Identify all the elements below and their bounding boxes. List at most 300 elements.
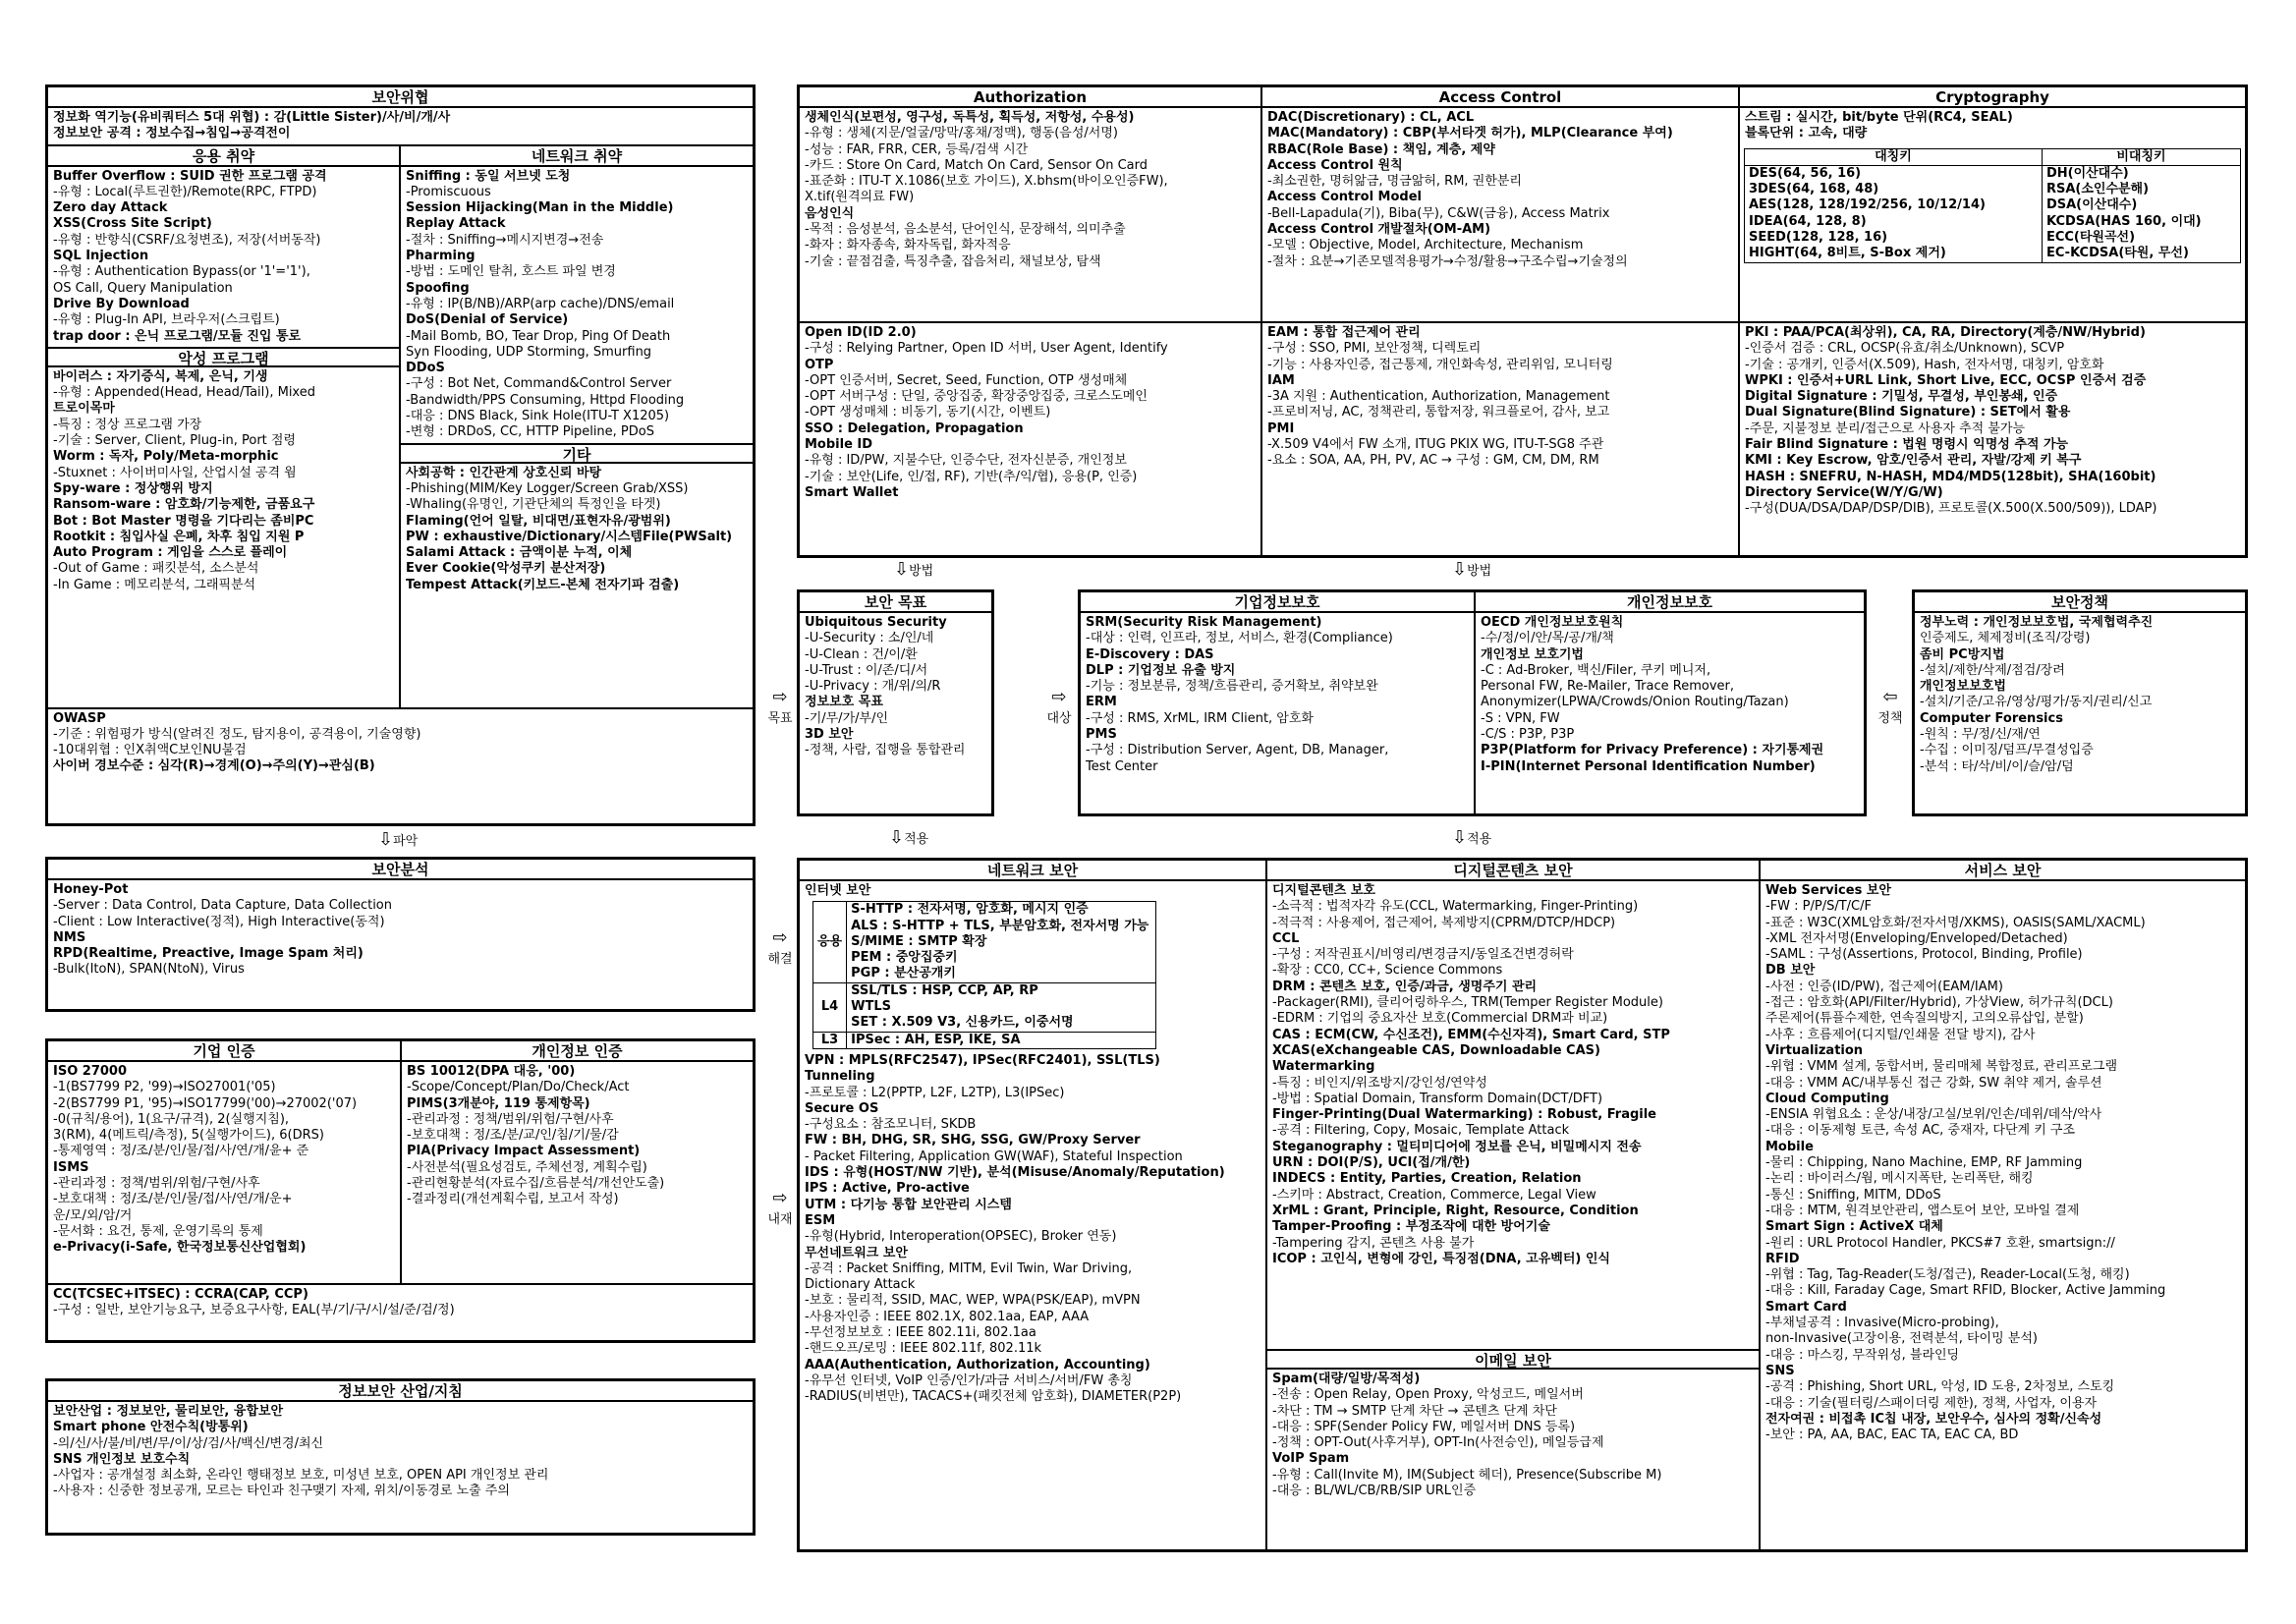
text-line: -유무선 인터넷, VoIP 인증/인가/과금 서비스/서버/FW 총칭 [805, 1372, 1133, 1388]
text-line: -Tampering 감지, 콘텐츠 사용 불가 [1272, 1235, 1475, 1251]
text-line: DH(이산대수) [2045, 165, 2129, 181]
text-line: -대응 : Kill, Faraday Cage, Smart RFID, Blocker, Active Jamming [1765, 1283, 2166, 1299]
text-line: Spam(대량/일방/목적성) [1272, 1372, 1421, 1386]
text-line: P3P(Platform for Privacy Preference) : 자기통제권 [1481, 743, 1824, 758]
text-line: -XML 전자서명(Enveloping/Enveloped/Detached) [1765, 930, 2068, 946]
text-line: -In Game : 메모리분석, 그래픽분석 [53, 577, 256, 592]
subsection-title: 개인정보보호 [1476, 592, 1864, 613]
text-line: S/MIME : SMTP 확장 [851, 933, 987, 949]
text-line: XSS(Cross Site Script) [53, 216, 212, 232]
subsection-title: 기타 [401, 443, 753, 464]
text-line: -10대위협 : 인X취액C보인NU불검 [53, 743, 247, 758]
text-line: 좀비 PC방지법 [1920, 646, 2005, 662]
digital-content-column [1267, 861, 1761, 1549]
text-line: PIMS(3개분야, 119 통제항목) [407, 1095, 590, 1111]
section-title: 보안위협 [48, 87, 753, 108]
text-line: -Mail Bomb, BO, Tear Drop, Ping Of Death [406, 328, 671, 344]
text-line: Ever Cookie(악성쿠키 분산저장) [406, 561, 606, 577]
subsection-title: 기업 인증 [48, 1041, 400, 1062]
text-line: Honey-Pot [53, 882, 129, 897]
text-line: Personal FW, Re-Mailer, Trace Remover, [1481, 679, 1734, 695]
text-line: Ransom-ware : 암호화/기능제한, 금품요구 [53, 497, 315, 513]
text-line: -대상 : 인력, 인프라, 정보, 서비스, 환경(Compliance) [1086, 631, 1393, 646]
arrow-label: 방법 [1467, 564, 1492, 579]
arrow-grasp: ⇩파악 [378, 829, 419, 850]
text-line: -변형 : DRDoS, CC, HTTP Pipeline, PDoS [406, 424, 654, 440]
text-line: Computer Forensics [1920, 710, 2063, 726]
text-line: 전자여권 : 비접촉 IC칩 내장, 보안우수, 심사의 정확/신속성 [1765, 1411, 2102, 1427]
text-line: -Bell-Lapadula(기), Biba(무), C&W(금융), Access Matrix [1267, 205, 1610, 221]
text-line: -원칙 : 무/정/신/재/연 [1920, 727, 2041, 743]
text-line: -유형 : 반향식(CSRF/요청변조), 저장(서버동작) [53, 232, 321, 248]
text-line: -특징 : 정상 프로그램 가장 [53, 417, 202, 432]
text-line: ESM [805, 1212, 836, 1228]
text-line: -대응 : SPF(Sender Policy FW, 메일서버 DNS 등록) [1272, 1419, 1576, 1434]
text-line: -최소권한, 명허앎금, 명금앎허, RM, 권한분리 [1267, 174, 1522, 190]
text-line: -C/S : P3P, P3P [1481, 727, 1575, 743]
text-line: -수집 : 이미징/덤프/무결성입증 [1920, 743, 2094, 758]
text-line: -구성 : Bot Net, Command&Control Server [406, 376, 672, 392]
section-title: 보안분석 [48, 860, 753, 880]
text-line: Finger-Printing(Dual Watermarking) : Robust, Fragile [1272, 1107, 1657, 1123]
text-line: -결과정리(개선계획수립, 보고서 작성) [407, 1192, 619, 1207]
text-line: -방법 : Spatial Domain, Transform Domain(DCT/DFT) [1272, 1091, 1603, 1106]
text-line: ERM [1086, 695, 1117, 710]
text-line: IPS : Active, Pro-active [805, 1181, 970, 1197]
priv-cert-column [402, 1041, 753, 1283]
text-line: Digital Signature : 기밀성, 무결성, 부인봉쇄, 인증 [1745, 389, 2058, 405]
text-line: DoS(Denial of Service) [406, 312, 569, 328]
text-line: -유형 : ID/PW, 지불수단, 인증수단, 전자신분증, 개인정보 [805, 453, 1127, 469]
text-line: -0(규칙/용어), 1(요구/규격), 2(실행지침), [53, 1111, 290, 1127]
text-line: -기능 : 정보분류, 정책/흐름관리, 증거확보, 취약보완 [1086, 679, 1378, 695]
text-line: - Packet Filtering, Application GW(WAF), Stateful Inspection [805, 1148, 1183, 1164]
layer-table [812, 901, 1156, 1049]
text-line: Worm : 독자, Poly/Meta-morphic [53, 449, 279, 465]
text-line: PMS [1086, 727, 1117, 743]
text-line: ICOP : 고인식, 변형에 강인, 특징점(DNA, 고유벡터) 인식 [1272, 1251, 1610, 1266]
subsection-title: 서비스 보안 [1761, 861, 2245, 881]
text-line: 스트림 : 실시간, bit/byte 단위(RC4, SEAL) [1745, 110, 2013, 125]
text-line: -요소 : SOA, AA, PH, PV, AC → 구성 : GM, CM, DM, RM [1267, 453, 1599, 469]
text-line: -절차 : 요분→기존모델적용평가→수정/활용→구조수립→기술정의 [1267, 253, 1628, 269]
text-line: 주론제어(튜플수제한, 연속질의방지, 고의오류삽입, 분할) [1765, 1011, 2084, 1027]
personal-protection-column [1476, 592, 1864, 813]
network-security-column [800, 861, 1267, 1549]
section-security-threats [45, 84, 756, 826]
text-line: IDS : 유형(HOST/NW 기반), 분석(Misuse/Anomaly/Reputation) [805, 1165, 1225, 1181]
text-line: -구성 : RMS, XrML, IRM Client, 암호화 [1086, 710, 1314, 726]
subsection-title: Authorization [800, 87, 1260, 108]
text-line: -특징 : 비인지/위조방지/강인성/연약성 [1272, 1075, 1487, 1091]
arrow-internal: ⇨ 내재 [767, 1188, 793, 1227]
text-line: -소극적 : 법적자각 유도(CCL, Watermarking, Finger-Printing) [1272, 899, 1639, 915]
text-line: -RADIUS(비변만), TACACS+(패킷전체 암호화), DIAMETER(P2P) [805, 1389, 1182, 1405]
arrow-label: 방법 [909, 564, 934, 579]
text-line: -U-Trust : 이/존/디/서 [805, 662, 928, 678]
text-line: HASH : SNEFRU, N-HASH, MD4/MD5(128bit), SHA(160bit) [1745, 469, 2156, 484]
text-line: 무선네트워크 보안 [805, 1245, 908, 1260]
text-line: PIA(Privacy Impact Assessment) [407, 1144, 641, 1159]
text-line: E-Discovery : DAS [1086, 646, 1214, 662]
text-line: DLP : 기업정보 유출 방지 [1086, 662, 1236, 678]
text-line: -기술 : 끝점검출, 특징추출, 잡음처리, 채널보상, 탐색 [805, 253, 1101, 269]
text-line: -관리과정 : 정책/범위/위험/구현/사후 [407, 1111, 614, 1127]
subsection-title: 악성 프로그램 [48, 347, 399, 367]
arrow-label: 적용 [904, 832, 929, 847]
text-line: -카드 : Store On Card, Match On Card, Sensor On Card [805, 157, 1148, 173]
text-line: Open ID(ID 2.0) [805, 325, 917, 340]
text-line: OS Call, Query Manipulation [53, 280, 233, 296]
text-line: -절차 : Sniffing→메시지변경→전송 [406, 232, 604, 248]
text-line: -OPT 서버구성 : 단일, 중앙집중, 확장중앙집중, 크로스도메인 [805, 389, 1148, 405]
text-line: -SAML : 구성(Assertions, Protocol, Binding, Profile) [1765, 947, 2083, 963]
cert-grid [48, 1041, 753, 1285]
text-line: -기술 : Server, Client, Plug-in, Port 점령 [53, 433, 297, 449]
text-line: 정보보안 공격 : 정보수집→침입→공격전이 [53, 126, 291, 141]
text-line: -Packager(RMI), 클리어링하우스, TRM(Temper Register Module) [1272, 995, 1663, 1011]
text-line: VoIP Spam [1272, 1451, 1350, 1467]
text-line: -Promiscuous [406, 184, 491, 199]
arrow-target: ⇨ 대상 [1046, 687, 1072, 726]
text-line: -U-Clean : 건/이/환 [805, 646, 918, 662]
text-line: -정책, 사람, 집행을 통합관리 [805, 743, 966, 758]
text-line: -관리현황분석(자료수집/흐름분석/개선안도출) [407, 1176, 665, 1192]
text-line: -3A 지원 : Authentication, Authorization, Management [1267, 389, 1610, 405]
text-line: Auto Program : 게임을 스스로 플레이 [53, 545, 288, 561]
layer-label: L4 [813, 982, 847, 1032]
text-line: -모델 : Objective, Model, Architecture, Mechanism [1267, 238, 1584, 253]
text-line: Buffer Overflow : SUID 권한 프로그램 공격 [53, 168, 327, 184]
text-line: 인증제도, 체제정비(조직/강령) [1920, 631, 2091, 646]
text-line: -Scope/Concept/Plan/Do/Check/Act [407, 1080, 630, 1095]
text-line: SQL Injection [53, 249, 149, 264]
text-line: IDEA(64, 128, 8) [1749, 213, 1867, 229]
authorization-column [800, 87, 1262, 555]
text-line: DSA(이산대수) [2045, 197, 2138, 213]
text-line: -유형 : Plug-In API, 브라우저(스크립트) [53, 312, 280, 328]
text-line: -목적 : 음성분석, 음소분석, 단어인식, 문장해석, 의미추출 [805, 222, 1126, 238]
text-line: PEM : 중앙집중키 [851, 950, 958, 966]
app-vuln-column [48, 146, 401, 707]
text-line: -유형 : Local(루트권한)/Remote(RPC, FTPD) [53, 184, 317, 199]
text-line: XrML : Grant, Principle, Right, Resource, Condition [1272, 1203, 1639, 1218]
text-line: -구성 : 일반, 보안기능요구, 보증요구사항, EAL(부/기/구/시/설/준/검/정) [53, 1303, 455, 1318]
text-line: Tamper-Proofing : 부정조작에 대한 방어기술 [1272, 1219, 1550, 1235]
corp-cert-column [48, 1041, 402, 1283]
text-line: -사용자인증 : IEEE 802.1X, 802.1aa, EAP, AAA [805, 1309, 1090, 1324]
section-certification [45, 1038, 756, 1343]
text-line: -주문, 지불정보 분리/접근으로 사용자 추적 불가능 [1745, 420, 2026, 436]
text-line: -EDRM : 기업의 중요자산 보호(Commercial DRM과 비교) [1272, 1011, 1608, 1027]
service-security-column [1761, 861, 2245, 1549]
text-line: -공격 : Phishing, Short URL, 악성, ID 도용, 2차정보, 스토킹 [1765, 1379, 2115, 1395]
text-line: -정책 : OPT-Out(사후거부), OPT-In(사전승인), 메일등급제 [1272, 1435, 1604, 1451]
text-line: trap door : 은닉 프로그램/모듈 진입 통로 [53, 328, 302, 344]
text-line: 개인정보보호법 [1920, 679, 2006, 695]
cc-block [48, 1285, 753, 1321]
text-line: Secure OS [805, 1100, 879, 1116]
text-line: -무선정보보호 : IEEE 802.11i, 802.1aa [805, 1325, 1036, 1341]
cryptography-column [1740, 87, 2245, 555]
section-title: 정보보안 산업/지침 [48, 1381, 753, 1402]
text-line: -유형(Hybrid, Interoperation(OPSEC), Broker 연동) [805, 1229, 1117, 1245]
text-line: -보호 : 물리적, SSID, MAC, WEP, WPA(PSK/EAP), mVPN [805, 1293, 1141, 1309]
text-line: -OPT 생성매체 : 비동기, 동기(시간, 이벤트) [805, 405, 1051, 420]
text-line: -논리 : 바이러스/웜, 메시지폭탄, 논리폭탄, 해킹 [1765, 1171, 2034, 1187]
text-line: -대응 : VMM AC/내부통신 접근 강화, SW 취약 제거, 솔루션 [1765, 1075, 2102, 1091]
text-line: -대응 : 이동제형 토큰, 속성 AC, 중재자, 다단계 키 구조 [1765, 1123, 2076, 1139]
text-line: -Out of Game : 패킷분석, 소스분석 [53, 561, 259, 577]
text-line: MAC(Mandatory) : CBP(부서타겟 허가), MLP(Clearance 부여) [1267, 126, 1673, 141]
text-line: -확장 : CC0, CC+, Science Commons [1272, 963, 1503, 979]
text-line: -FW : P/P/S/T/C/F [1765, 899, 1872, 915]
text-line: 바이러스 : 자기증식, 복제, 은닉, 기생 [53, 368, 268, 384]
applied-grid [800, 861, 2245, 1549]
text-line: -대응 : DNS Black, Sink Hole(ITU-T X1205) [406, 409, 670, 424]
owasp-block [48, 709, 753, 777]
text-line: Session Hijacking(Man in the Middle) [406, 200, 674, 216]
crypto-table [1744, 148, 2241, 263]
text-line: HIGHT(64, 8비트, S-Box 제거) [1749, 246, 1946, 261]
section-applied-security [797, 858, 2248, 1552]
text-line: RBAC(Role Base) : 책임, 계층, 제약 [1267, 141, 1495, 157]
text-line: INDECS : Entity, Parties, Creation, Relation [1272, 1171, 1582, 1187]
text-line: PMI [1267, 420, 1295, 436]
text-line: S-HTTP : 전자서명, 암호화, 메시지 인증 [851, 902, 1089, 918]
text-line: Anonymizer(LPWA/Crowds/Onion Routing/Tazan) [1481, 695, 1789, 710]
text-line: Smart Wallet [805, 484, 899, 500]
subsection-title: 이메일 보안 [1267, 1349, 1759, 1370]
text-line: DES(64, 56, 16) [1749, 165, 1862, 181]
text-line: SNS [1765, 1363, 1795, 1378]
text-line: RPD(Realtime, Preactive, Image Spam 처리) [53, 946, 364, 962]
arrow-label: 정책 [1877, 711, 1903, 726]
text-line: -원리 : URL Protocol Handler, PKCS#7 호환, smartsign:// [1765, 1235, 2115, 1251]
text-line: -유형 : 생체(지문/얼굴/망막/홍채/정맥), 행동(음성/서명) [805, 126, 1118, 141]
text-line: -접근 : 암호화(API/Filter/Hybrid), 가상View, 허가규칙(DCL) [1765, 995, 2113, 1011]
text-line: -대응 : BL/WL/CB/RB/SIP URL인증 [1272, 1484, 1477, 1499]
text-line: -위협 : Tag, Tag-Reader(도청/접근), Reader-Local(도청, 해킹) [1765, 1267, 2130, 1283]
text-line: Access Control 원칙 [1267, 157, 1403, 173]
text-line: 3DES(64, 168, 48) [1749, 182, 1879, 197]
text-line: -구성 : Distribution Server, Agent, DB, Manager, [1086, 743, 1389, 758]
text-line: CAS : ECM(CW, 수신조건), EMM(수신자격), Smart Card, STP [1272, 1027, 1670, 1042]
text-line: Mobile [1765, 1139, 1814, 1154]
text-line: Pharming [406, 249, 476, 264]
threat-overview [48, 108, 753, 146]
text-line: -구성요소 : 참조모니터, SKDB [805, 1117, 977, 1133]
text-line: -Stuxnet : 사이버미사일, 산업시설 공격 웜 [53, 465, 297, 480]
text-line: 사이버 경보수준 : 심각(R)→경계(O)→주의(Y)→관심(B) [53, 758, 375, 774]
text-line: -사후 : 흐름제어(디지털/인쇄물 전달 방지), 감사 [1765, 1027, 2036, 1042]
section-title: 보안 목표 [800, 592, 991, 613]
text-line: Smart Sign : ActiveX 대체 [1765, 1219, 1943, 1235]
text-line: -위협 : VMM 설계, 동합서버, 물리매체 복합정료, 관리프로그램 [1765, 1059, 2117, 1075]
text-line: SSL/TLS : HSP, CCP, AP, RP [851, 982, 1038, 998]
text-line: 3D 보안 [805, 727, 854, 743]
arrow-apply-1: ⇩적용 [889, 827, 929, 848]
text-line: -Client : Low Interactive(정적), High Interactive(동적) [53, 914, 385, 929]
text-line: Fair Blind Signature : 법원 명령시 익명성 추적 가능 [1745, 437, 2069, 453]
text-line: FW : BH, DHG, SR, SHG, SSG, GW/Proxy Server [805, 1133, 1141, 1148]
text-line: -유형 : Authentication Bypass(or '1'='1'), [53, 264, 310, 280]
section-info-protection [1078, 589, 1867, 816]
section-auth-crypto [797, 84, 2248, 558]
text-line: 사회공학 : 인간관계 상호신뢰 바탕 [406, 465, 602, 480]
text-line: Ubiquitous Security [805, 615, 947, 630]
text-line: -기준 : 위험평가 방식(알려진 정도, 탐지용이, 공격용이, 기술영향) [53, 726, 421, 742]
section-security-analysis [45, 857, 756, 1012]
text-line: CC(TCSEC+ITSEC) : CCRA(CAP, CCP) [53, 1287, 308, 1302]
text-line: -방법 : 도메인 탈취, 호스트 파일 변경 [406, 264, 616, 280]
auth-grid [800, 87, 2245, 555]
text-line: -프로비저닝, AC, 정책관리, 통합저장, 워크플로어, 감사, 보고 [1267, 405, 1610, 420]
text-line: -보안 : PA, AA, BAC, EAC TA, EAC CA, BD [1765, 1428, 2019, 1443]
text-line: -화자 : 화자종속, 화자독립, 화자적응 [805, 238, 1011, 253]
text-line: 정보화 역기능(유비쿼터스 5대 위협) : 감(Little Sister)/사/비/개/사 [53, 110, 451, 125]
arrow-goal: ⇨ 목표 [767, 687, 793, 726]
text-line: Zero day Attack [53, 200, 168, 216]
text-line: -2(BS7799 P1, '95)→ISO17799('00)→27002('07) [53, 1095, 358, 1111]
text-line: VPN : MPLS(RFC2547), IPSec(RFC2401), SSL(TLS) [805, 1052, 1160, 1068]
text-line: -설치/기준/고유/영상/평가/동지/권리/신고 [1920, 695, 2153, 710]
text-line: ISO 27000 [53, 1064, 128, 1079]
subsection-title: 기업정보보호 [1081, 592, 1474, 613]
text-line: ISMS [53, 1159, 89, 1175]
text-line: Tunneling [805, 1069, 875, 1085]
text-line: -부채널공격 : Invasive(Micro-probing), [1765, 1316, 1999, 1331]
text-line: XCAS(eXchangeable CAS, Downloadable CAS) [1272, 1042, 1600, 1058]
text-line: -스키마 : Abstract, Creation, Commerce, Legal View [1272, 1187, 1596, 1203]
text-line: OTP [805, 357, 834, 372]
protection-grid [1081, 592, 1864, 813]
text-line: -표준화 : ITU-T X.1086(보호 가이드), X.bhsm(바이오인증FW), [805, 174, 1168, 190]
text-line: IPSec : AH, ESP, IKE, SA [851, 1032, 1021, 1047]
text-line: -전송 : Open Relay, Open Proxy, 악성코드, 메일서버 [1272, 1387, 1584, 1403]
threat-grid [48, 146, 753, 709]
text-line: -기술 : 보안(Life, 인/접, RF), 기반(추/익/협), 응용(P, 인증) [805, 469, 1138, 484]
text-line: -기술 : 공개키, 인증서(X.509), Hash, 전자서명, 대칭키, 암호화 [1745, 357, 2104, 372]
text-line: PKI : PAA/PCA(최상위), CA, RA, Directory(계층/NW/Hybrid) [1745, 325, 2146, 340]
text-line: ALS : S-HTTP + TLS, 부분암호화, 전자서명 가능 [851, 918, 1149, 933]
text-line: Tempest Attack(키보드-본체 전자기파 검출) [406, 577, 680, 592]
subsection-title: 네트워크 보안 [800, 861, 1265, 881]
text-line: Rootkit : 침입사실 은폐, 차후 침입 지원 P [53, 529, 305, 544]
text-line: -사용자 : 신중한 정보공개, 모르는 타인과 친구맺기 자제, 위치/이동경로 노출 주의 [53, 1484, 510, 1499]
text-line: -인증서 검증 : CRL, OCSP(유효/취소/Unknown), SCVP [1745, 341, 2065, 357]
text-line: -1(BS7799 P2, '99)→ISO27001('05) [53, 1080, 276, 1095]
text-line: -물리 : Chipping, Nano Machine, EMP, RF Jamming [1765, 1155, 2083, 1171]
subsection-title: 응용 취약 [48, 146, 399, 167]
section-security-policy [1912, 589, 2248, 816]
text-line: Replay Attack [406, 216, 506, 232]
arrow-label: 적용 [1467, 832, 1492, 847]
text-line: Syn Flooding, UDP Storming, Smurfing [406, 344, 652, 360]
text-line: -공격 : Packet Sniffing, MITM, Evil Twin, War Driving, [805, 1260, 1133, 1276]
text-line: -구성 : SSO, PMI, 보안정책, 디렉토리 [1267, 341, 1482, 357]
text-line: PGP : 분산공개키 [851, 966, 956, 981]
text-line: I-PIN(Internet Personal Identification Number) [1481, 758, 1816, 774]
text-line: e-Privacy(i-Safe, 한국정보통신산업협회) [53, 1240, 307, 1256]
text-line: -프로토콜 : L2(PPTP, L2F, L2TP), L3(IPSec) [805, 1085, 1065, 1100]
text-line: Dual Signature(Blind Signature) : SET에서 활용 [1745, 405, 2071, 420]
text-line: 음성인식 [805, 205, 855, 221]
text-line: -통신 : Sniffing, MITM, DDoS [1765, 1187, 1941, 1203]
text-line: DAC(Discretionary) : CL, ACL [1267, 110, 1475, 125]
text-line: RSA(소인수분해) [2045, 182, 2150, 197]
text-line: Spoofing [406, 280, 470, 296]
text-line: -Server : Data Control, Data Capture, Data Collection [53, 898, 392, 914]
text-line: AES(128, 128/192/256, 10/12/14) [1749, 197, 1986, 213]
text-line: DDoS [406, 361, 445, 376]
text-line: Sniffing : 동일 서브넷 도청 [406, 168, 571, 184]
text-line: SNS 개인정보 보호수칙 [53, 1451, 191, 1467]
text-line: -기능 : 사용자인증, 접근통제, 개인화속성, 관리위임, 모니터링 [1267, 357, 1613, 372]
arrow-label: 대상 [1046, 711, 1072, 726]
text-line: 3(RM), 4(메트릭/측정), 5(실행가이드), 6(DRS) [53, 1128, 324, 1144]
text-line: -ENSIA 위협요소 : 운상/내장/고실/보위/인손/데위/데삭/악사 [1765, 1107, 2102, 1123]
text-line: -유형 : Call(Invite M), IM(Subject 헤더), Presence(Subscribe M) [1272, 1467, 1662, 1483]
text-line: Access Control 개발절차(OM-AM) [1267, 222, 1491, 238]
text-line: 개인정보 보호기법 [1481, 646, 1584, 662]
sym-header: 대칭키 [1745, 148, 2043, 165]
text-line: Steganography : 멀티미디어에 정보를 은닉, 비밀메시지 전송 [1272, 1139, 1642, 1154]
arrow-label: 내재 [767, 1212, 793, 1227]
text-line: X.tif(원격의료 FW) [805, 190, 915, 205]
text-line: -적극적 : 사용제어, 접근제어, 복제방지(CPRM/DTCP/HDCP) [1272, 915, 1616, 930]
text-line: -X.509 V4에서 FW 소개, ITUG PKIX WG, ITU-T-SG8 주관 [1267, 437, 1604, 453]
section-security-goal [797, 589, 994, 816]
text-line: -대응 : MTM, 원격보안관리, 앱스토어 보안, 모바일 결제 [1765, 1203, 2080, 1218]
subsection-title: 개인정보 인증 [402, 1041, 753, 1062]
text-line: -U-Security : 소/인/네 [805, 631, 934, 646]
text-line: -Bandwidth/PPS Consuming, Httpd Flooding [406, 392, 685, 408]
text-line: Cloud Computing [1765, 1091, 1889, 1106]
text-line: -사전분석(필요성검토, 주체선정, 계획수립) [407, 1159, 647, 1175]
subsection-title: Cryptography [1740, 87, 2245, 108]
text-line: Directory Service(W/Y/G/W) [1745, 484, 1943, 500]
text-line: -유형 : IP(B/NB)/ARP(arp cache)/DNS/email [406, 296, 675, 311]
text-line: -유형 : Appended(Head, Head/Tail), Mixed [53, 385, 315, 401]
text-line: KCDSA(HAS 160, 이대) [2045, 213, 2202, 229]
text-line: -U-Privacy : 개/위/의/R [805, 679, 941, 695]
corp-protection-column [1081, 592, 1476, 813]
text-line: OECD 개인정보보호원칙 [1481, 615, 1624, 630]
text-line: AAA(Authentication, Authorization, Accounting) [805, 1357, 1150, 1372]
text-line: -분석 : 타/삭/비/이/슬/암/덤 [1920, 758, 2074, 774]
net-vuln-column [401, 146, 753, 707]
text-line: 정부노력 : 개인정보보호법, 국제협력추진 [1920, 615, 2154, 630]
text-line: -C : Ad-Broker, 백신/Filer, 쿠키 메니저, [1481, 662, 1711, 678]
arrow-apply-2: ⇩적용 [1452, 827, 1492, 848]
text-line: Web Services 보안 [1765, 883, 1891, 898]
text-line: SSO : Delegation, Propagation [805, 420, 1024, 436]
text-line: Dictionary Attack [805, 1277, 916, 1293]
text-line: DB 보안 [1765, 963, 1816, 979]
text-line: 생체인식(보편성, 영구성, 독특성, 획득성, 저항성, 수용성) [805, 110, 1135, 125]
text-line: -OPT 인증서버, Secret, Seed, Function, OTP 생성매체 [805, 372, 1128, 388]
text-line: -통제영역 : 정/조/분/인/물/접/사/연/개/윤+ 준 [53, 1144, 309, 1159]
text-line: -Bulk(ItoN), SPAN(NtoN), Virus [53, 962, 245, 978]
arrow-label: 해결 [767, 952, 793, 967]
text-line: Mobile ID [805, 437, 873, 453]
subsection-title: 디지털콘텐츠 보안 [1267, 861, 1759, 881]
crypto-top [1740, 108, 2245, 323]
text-line: 정보보호 목표 [805, 695, 883, 710]
text-line: -보호대책 : 정/조/분/인/물/접/사/연/개/운+ [53, 1192, 293, 1207]
text-line: Bot : Bot Master 명령을 기다리는 좀비PC [53, 513, 314, 529]
